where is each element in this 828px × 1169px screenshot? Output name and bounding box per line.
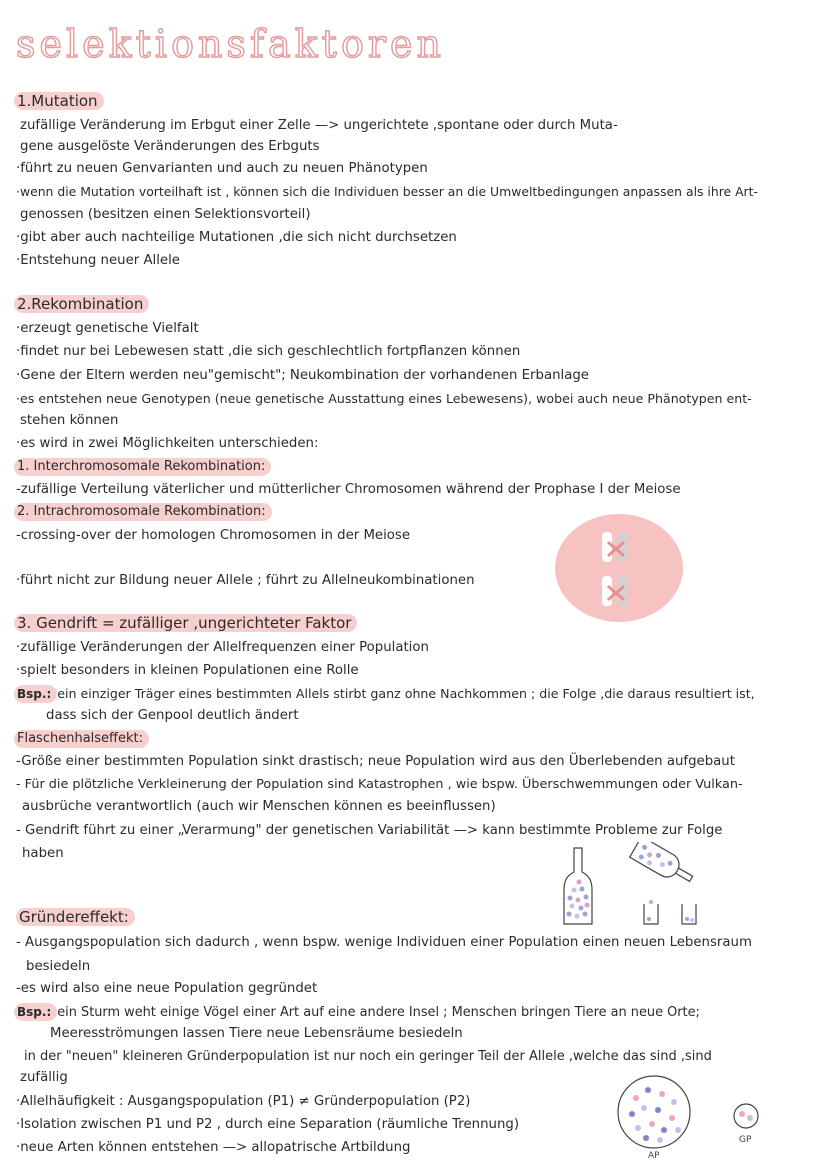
rekombination-line-2: ·findet nur bei Lebewesen statt ,die sich geschlechtlich fortpflanzen können	[16, 344, 521, 359]
mutation-line-3: ·führt zu neuen Genvarianten und auch zu neuen Phänotypen	[16, 161, 428, 176]
gruender-example: Bsp.: ein Sturm weht einige Vögel einer Art auf eine andere Insel ; Menschen bringen Tiere an neue Orte;	[14, 1003, 700, 1022]
gruender-line-5: zufällig	[20, 1070, 68, 1085]
mutation-line-1: zufällige Veränderung im Erbgut einer Zelle —> ungerichtete ,spontane oder durch Muta-	[20, 118, 618, 133]
label-ap: AP	[648, 1151, 660, 1161]
inter-line: -zufällige Verteilung väterlicher und mütterlicher Chromosomen während der Prophase I der Meiose	[16, 482, 681, 497]
intra-heading: 2. Intrachromosomale Rekombination:	[14, 503, 272, 521]
flaschenhals-heading: Flaschenhalseffekt:	[14, 730, 149, 748]
page-title: selektionsfaktoren	[16, 22, 445, 66]
example-label: Bsp.:	[14, 1003, 57, 1021]
inter-heading: 1. Interchromosomale Rekombination:	[14, 458, 271, 476]
flaschenhals-line-1: -Größe einer bestimmten Population sinkt drastisch; neue Population wird aus den Überlebenden aufgebaut	[16, 754, 735, 769]
section-heading-mutation: 1.Mutation	[14, 92, 104, 110]
glass-icon	[682, 904, 696, 924]
intra-line-1: -crossing-over der homologen Chromosomen in der Meiose	[16, 528, 411, 543]
gendrift-line-2: ·spielt besonders in kleinen Populationen eine Rolle	[16, 663, 359, 678]
gendrift-example: Bsp.: ein einziger Träger eines bestimmten Allels stirbt ganz ohne Nachkommen ; die Folge ,die daraus resultiert ist,	[14, 685, 755, 704]
flaschenhals-line-5: haben	[22, 846, 64, 861]
founder-population-illustration	[614, 1072, 774, 1164]
section-heading-gendrift: 3. Gendrift = zufälliger ,ungerichteter Faktor	[14, 614, 357, 632]
crossing-over-illustration	[552, 512, 686, 624]
bottleneck-illustration	[560, 842, 710, 932]
example-label: Bsp.:	[14, 685, 57, 703]
mutation-line-5: genossen (besitzen einen Selektionsvorteil)	[20, 207, 311, 222]
label-gp: GP	[739, 1135, 752, 1145]
rekombination-line-6: ·es wird in zwei Möglichkeiten unterschieden:	[16, 436, 319, 451]
gruender-line-3: -es wird also eine neue Population gegründet	[16, 981, 318, 996]
bottle-upright-icon	[564, 848, 592, 924]
gruender-line-1: - Ausgangspopulation sich dadurch , wenn bspw. wenige Individuen einer Population einen neuen Lebensraum	[16, 935, 752, 950]
rekombination-line-4: ·es entstehen neue Genotypen (neue genetische Ausstattung eines Lebewesens), wobei auch neue Phänotypen ent-	[16, 391, 752, 406]
intra-line-2: ·führt nicht zur Bildung neuer Allele ; führt zu Allelneukombinationen	[16, 573, 475, 588]
gruender-example-line-2: Meeresströmungen lassen Tiere neue Lebensräume besiedeln	[50, 1026, 463, 1041]
mutation-line-7: ·Entstehung neuer Allele	[16, 253, 180, 268]
glass-icon	[644, 900, 658, 924]
gruender-line-6: ·Allelhäufigkeit : Ausgangspopulation (P1) ≠ Gründerpopulation (P2)	[16, 1094, 471, 1109]
source-population-circle	[618, 1076, 690, 1148]
section-heading-gruendereffekt: Gründereffekt:	[16, 908, 135, 926]
bottle-tilted-icon	[630, 842, 697, 889]
gruender-line-4: in der "neuen" kleineren Gründerpopulation ist nur noch ein geringer Teil der Allele ,welche das sind ,sind	[24, 1049, 712, 1064]
founder-population-circle	[734, 1104, 758, 1128]
mutation-line-2: gene ausgelöste Veränderungen des Erbguts	[20, 139, 320, 154]
gendrift-line-1: ·zufällige Veränderungen der Allelfrequenzen einer Population	[16, 640, 429, 655]
gruender-line-7: ·Isolation zwischen P1 und P2 , durch eine Separation (räumliche Trennung)	[16, 1117, 520, 1132]
gendrift-example-line-2: dass sich der Genpool deutlich ändert	[46, 708, 299, 723]
rekombination-line-3: ·Gene der Eltern werden neu"gemischt"; Neukombination der vorhandenen Erbanlage	[16, 368, 589, 383]
section-heading-rekombination: 2.Rekombination	[14, 295, 149, 313]
mutation-line-4: ·wenn die Mutation vorteilhaft ist , können sich die Individuen besser an die Umweltbedingungen anpassen als ihre Art-	[16, 184, 758, 199]
gruender-line-2: besiedeln	[26, 959, 91, 974]
flaschenhals-line-4: - Gendrift führt zu einer „Verarmung" der genetischen Variabilität —> kann bestimmte Probleme zur Folge	[16, 823, 723, 838]
gruender-line-8: ·neue Arten können entstehen —> allopatrische Artbildung	[16, 1140, 411, 1155]
rekombination-line-5: stehen können	[20, 413, 119, 428]
mutation-line-6: ·gibt aber auch nachteilige Mutationen ,die sich nicht durchsetzen	[16, 230, 457, 245]
flaschenhals-line-2: - Für die plötzliche Verkleinerung der Population sind Katastrophen , wie bspw. Überschwemmungen oder Vulkan-	[16, 777, 743, 792]
flaschenhals-line-3: ausbrüche verantwortlich (auch wir Menschen können es beeinflussen)	[22, 799, 496, 814]
rekombination-line-1: ·erzeugt genetische Vielfalt	[16, 321, 199, 336]
